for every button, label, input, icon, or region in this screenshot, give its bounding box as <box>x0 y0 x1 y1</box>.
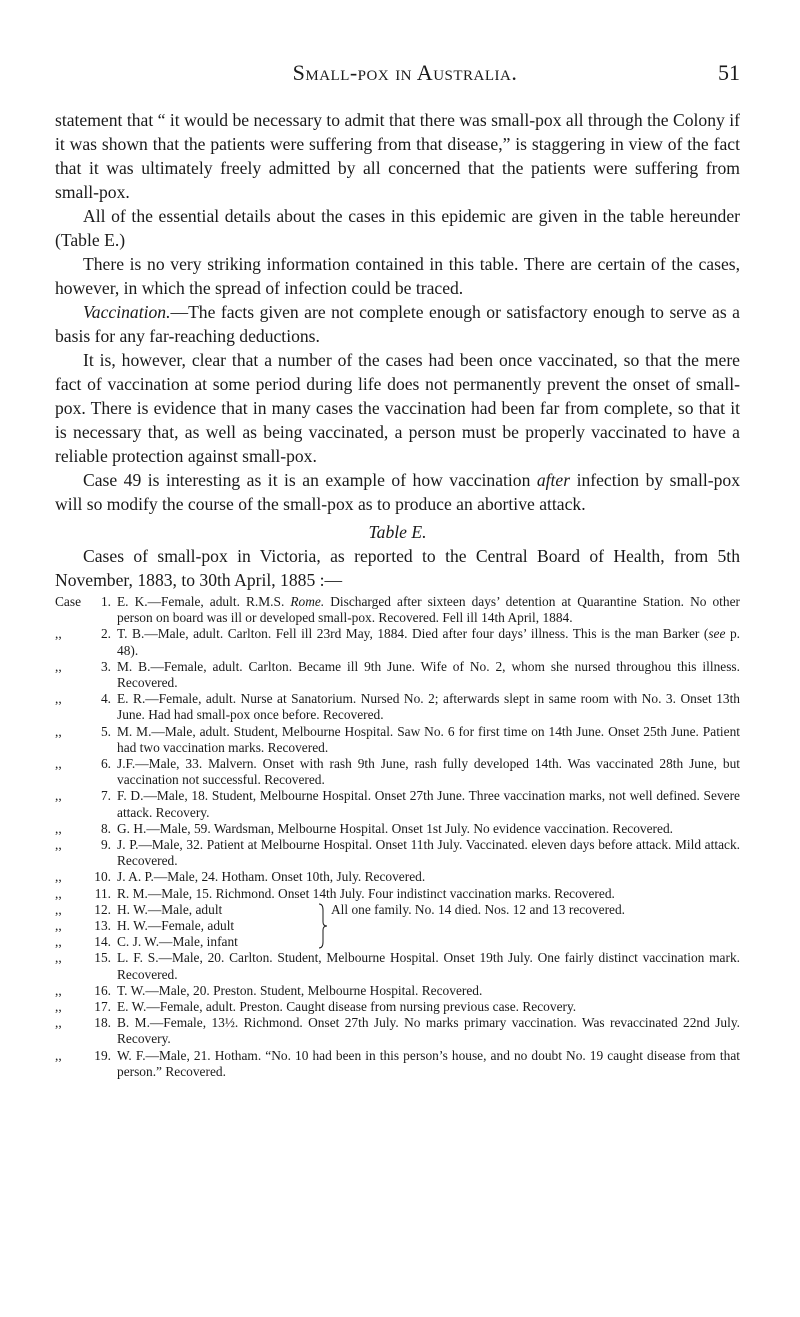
ditto-mark: ,, <box>55 1047 62 1063</box>
brace-icon <box>317 902 331 951</box>
case-number: 5. <box>100 723 111 739</box>
table-caption: Cases of small-pox in Victoria, as reported to the Central Board of Health, from 5th November, 1883, to 30th April, 1885 :— <box>55 546 740 590</box>
body-text <box>55 108 740 1080</box>
case-text: H. W.—Male, adult <box>117 901 223 917</box>
case-number: 11. <box>94 885 111 901</box>
case-number: 4. <box>100 691 111 707</box>
case-entry <box>55 594 740 626</box>
case-number: 2. <box>100 626 111 642</box>
ditto-mark: ,, <box>55 934 62 950</box>
case-entry <box>55 902 317 918</box>
case-number: 16. <box>94 982 111 998</box>
vaccination-lead: Vaccination. <box>83 302 171 322</box>
case-number: 1. <box>100 594 111 609</box>
case-number: 17. <box>94 999 111 1015</box>
case-entry <box>55 788 740 820</box>
paragraph: There is no very striking information contained in this table. There are certain of the cases, however, in which the spread of infection could be traced. <box>55 254 740 298</box>
case-entry <box>55 837 740 869</box>
ditto-mark: ,, <box>55 658 62 674</box>
paragraph: All of the essential details about the cases in this epidemic are given in the table hereunder (Table E.) <box>55 206 740 250</box>
case-entry <box>55 983 740 999</box>
case-entry <box>55 886 740 902</box>
ditto-mark: ,, <box>55 869 62 885</box>
case-entry <box>55 1015 740 1047</box>
case-number: 9. <box>100 837 111 853</box>
vaccination-paragraph: Vaccination.—The facts given are not complete enough or satisfactory enough to serve as a basis for any far-reaching deductions. <box>55 302 740 346</box>
running-title: Small-pox in Australia. <box>292 60 518 85</box>
ditto-mark: ,, <box>55 788 62 804</box>
case-entry <box>55 756 740 788</box>
paragraph: statement that “ it would be necessary to admit that there was small-pox all through the Colony if it was shown that the patients were suffering from that disease,” is staggering in view of the fact that it was ultimately freely admitted by all concerned that the patients were suffering from small-pox. <box>55 110 740 202</box>
case-number: 13. <box>94 918 111 934</box>
case-text: T. B.—Male, adult. Carlton. Fell ill 23rd May, 1884. Died after four days’ illness. This is the man Barker (see p. 48). <box>117 626 740 658</box>
case-text: B. M.—Female, 13½. Richmond. Onset 27th July. No marks primary vaccination. Was revaccinated 22nd July. Recovery. <box>117 1015 740 1047</box>
page-number: 51 <box>718 60 740 85</box>
case-text: C. J. W.—Male, infant <box>117 934 238 950</box>
ditto-mark: ,, <box>55 999 62 1015</box>
case-word: Case <box>55 594 82 609</box>
case-text: J. P.—Male, 32. Patient at Melbourne Hospital. Onset 11th July. Vaccinated. eleven days before attack. Mild attack. Recovered. <box>117 837 740 869</box>
case-entry <box>55 724 740 756</box>
case-text: G. H.—Male, 59. Wardsman, Melbourne Hospital. Onset 1st July. No evidence vaccination. Recovered. <box>117 820 673 836</box>
case-number: 12. <box>94 901 111 917</box>
case-entry <box>55 659 740 691</box>
case-entry <box>55 626 740 658</box>
paragraph-text: The facts given are not complete enough or satisfactory enough to serve as a basis for any far-reaching deductions. <box>55 302 740 346</box>
case-entry <box>55 691 740 723</box>
case-text: R. M.—Male, 15. Richmond. Onset 14th July. Four indistinct vaccination marks. Recovered. <box>117 885 615 901</box>
case-number: 7. <box>100 788 111 804</box>
case-text: J. A. P.—Male, 24. Hotham. Onset 10th, July. Recovered. <box>117 869 426 885</box>
ditto-mark: ,, <box>55 901 62 917</box>
ditto-mark: ,, <box>55 1015 62 1031</box>
ditto-mark: ,, <box>55 820 62 836</box>
case-entry <box>55 869 740 885</box>
ditto-mark: ,, <box>55 885 62 901</box>
case-entry <box>55 821 740 837</box>
case-text: M. B.—Female, adult. Carlton. Became ill 9th June. Wife of No. 2, whom she nursed throughou this illness. Recovered. <box>117 658 740 691</box>
case-text: J.F.—Male, 33. Malvern. Onset with rash 9th June, rash fully developed 14th. Was vaccinated 28th June, but vaccination not successful. Recovered. <box>117 756 740 788</box>
case-text: L. F. S.—Male, 20. Carlton. Student, Melbourne Hospital. Onset 19th July. One fairly distinct vaccination mark. Recovered. <box>117 950 740 982</box>
case-text: W. F.—Male, 21. Hotham. “No. 10 had been in this person’s house, and no doubt No. 19 caught disease from that person.” Recovered. <box>117 1047 740 1079</box>
ditto-mark: ,, <box>55 691 62 707</box>
case-number: 19. <box>94 1047 111 1063</box>
family-case-group <box>55 902 740 951</box>
case-text: F. D.—Male, 18. Student, Melbourne Hospital. Onset 27th June. Three vaccination marks, not well defined. Severe attack. Recovery. <box>117 788 740 820</box>
case-number: 10. <box>94 869 111 885</box>
case-list <box>55 594 740 1080</box>
paragraph: It is, however, clear that a number of the cases had been once vaccinated, so that the mere fact of vaccination at some period during life does not permanently prevent the onset of small-pox. There is evidence that in many cases the vaccination had been far from complete, so that it is necessary that, as well as being vaccinated, a person must be properly vaccinated to have a reliable protection against small-pox. <box>55 350 740 466</box>
case-text: E. K.—Female, adult. R.M.S. Rome. Discharged after sixteen days’ detention at Quarantine Station. No other person on board was ill or developed small-pox. Recovered. Fell ill 14th April, 1884. <box>117 594 740 626</box>
case-text: H. W.—Female, adult <box>117 918 235 934</box>
ditto-mark: ,, <box>55 982 62 998</box>
case-text: M. M.—Male, adult. Student, Melbourne Hospital. Saw No. 6 for first time on 14th June. Onset 25th June. Patient had two vaccination marks. Recovered. <box>117 723 740 755</box>
emphasis: after <box>536 470 571 490</box>
case-entry <box>55 934 317 950</box>
case-number: 14. <box>94 934 111 950</box>
ditto-mark: ,, <box>55 756 62 772</box>
family-note: All one family. No. 14 died. Nos. 12 and 13 recovered. <box>331 901 626 917</box>
case-number: 8. <box>100 820 111 836</box>
page-header <box>70 60 740 88</box>
case-entry <box>55 999 740 1015</box>
ditto-mark: ,, <box>55 837 62 853</box>
case-text: T. W.—Male, 20. Preston. Student, Melbourne Hospital. Recovered. <box>117 982 483 998</box>
ditto-mark: ,, <box>55 723 62 739</box>
case-text: E. W.—Female, adult. Preston. Caught disease from nursing previous case. Recovery. <box>117 999 577 1015</box>
case-entry <box>55 1048 740 1080</box>
case-number: 3. <box>100 658 111 674</box>
case49-paragraph: Case 49 is interesting as it is an example of how vaccination after infection by small-pox will so modify the course of the small-pox as to produce an abortive attack. <box>55 470 740 514</box>
case-number: 18. <box>94 1015 111 1031</box>
table-title: Table E. <box>368 522 427 542</box>
ditto-mark: ,, <box>55 626 62 642</box>
case-number: 6. <box>100 756 111 772</box>
case-number: 15. <box>94 950 111 966</box>
family-rows <box>55 902 317 951</box>
case-text: E. R.—Female, adult. Nurse at Sanatorium. Nursed No. 2; afterwards slept in same room with No. 3. Onset 13th June. Had had small-pox once before. Recovered. <box>117 691 740 723</box>
case-entry <box>55 950 740 982</box>
ditto-mark: ,, <box>55 950 62 966</box>
ditto-mark: ,, <box>55 918 62 934</box>
case-entry <box>55 918 317 934</box>
